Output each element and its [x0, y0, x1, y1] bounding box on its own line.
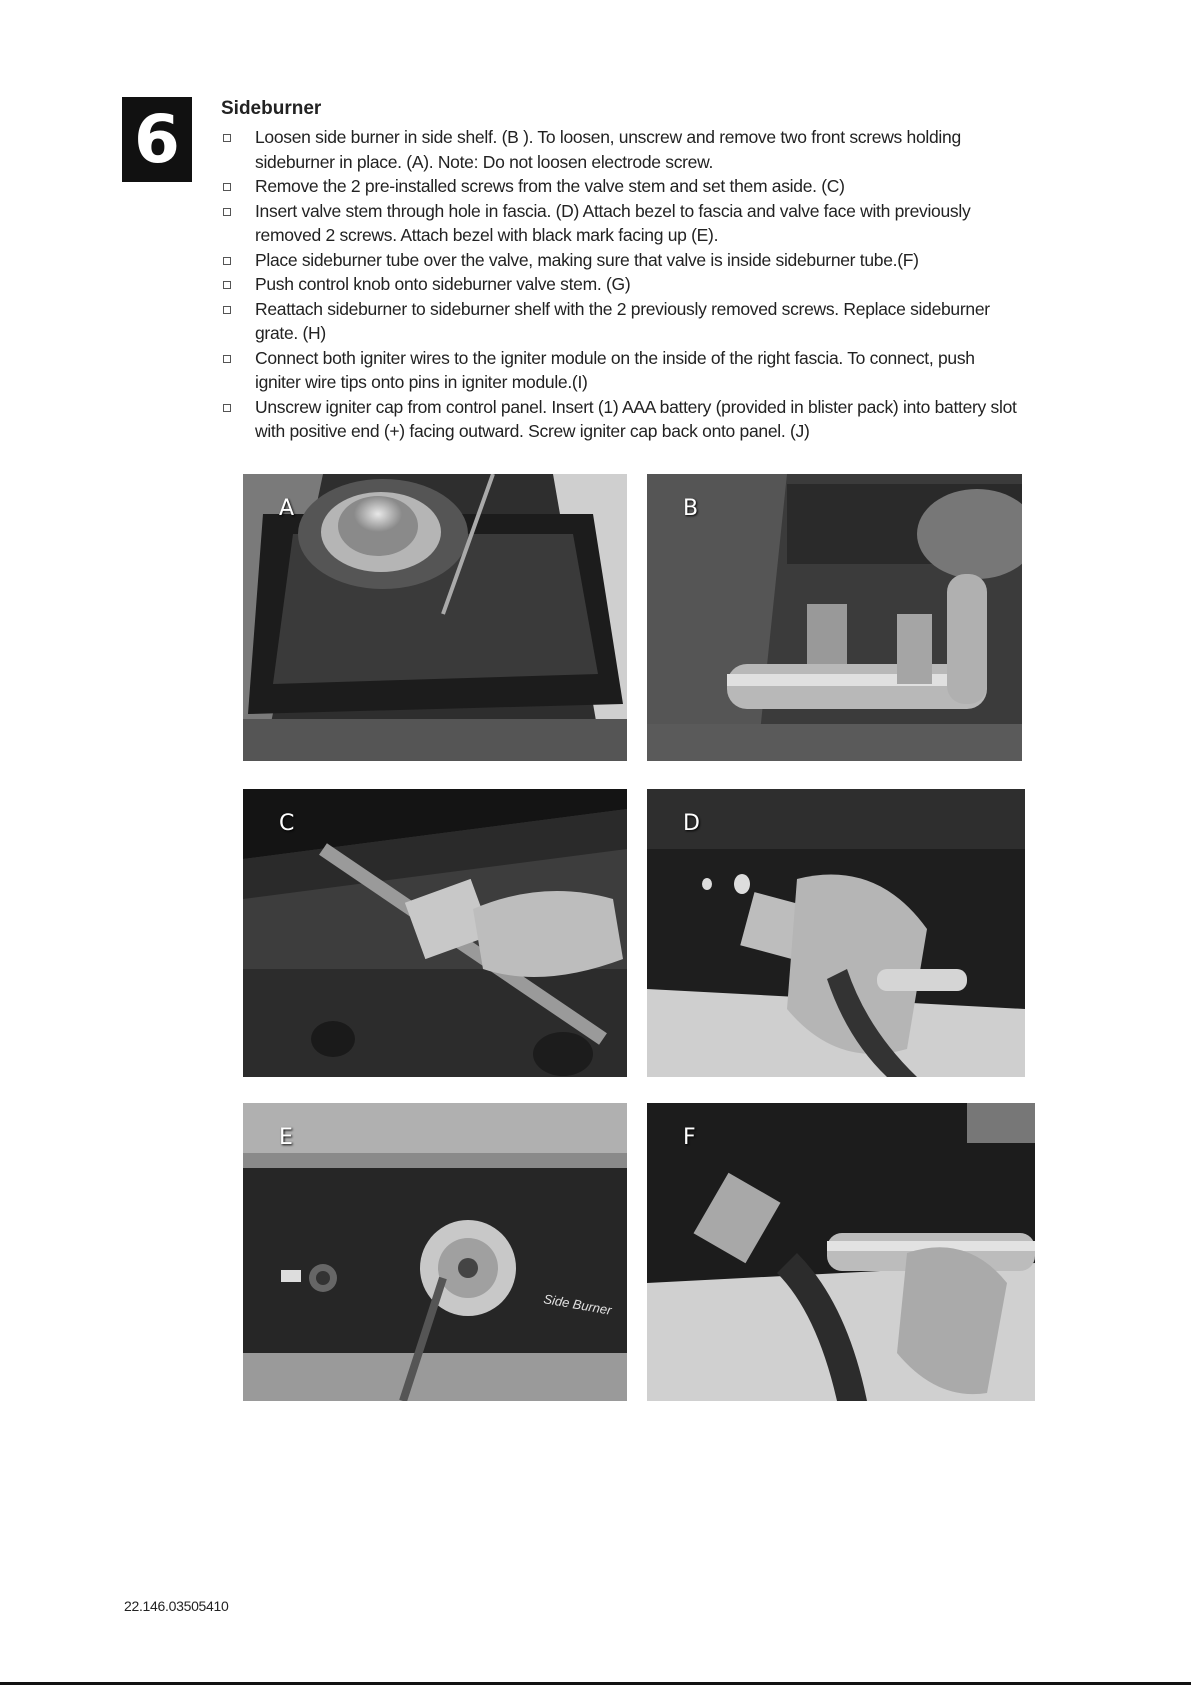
- document-code: 22.146.03505410: [124, 1598, 229, 1614]
- instruction-item: [220, 199, 1020, 248]
- checkbox-bullet-icon: [223, 183, 231, 191]
- photo-label: B: [683, 496, 699, 521]
- burner-top-image: [243, 474, 627, 761]
- instruction-text: Reattach sideburner to sideburner shelf with the 2 previously removed screws. Replace sideburner grate. (H): [255, 298, 990, 343]
- instruction-item: [220, 297, 1020, 346]
- checkbox-bullet-icon: [223, 208, 231, 216]
- instruction-text: Unscrew igniter cap from control panel. Insert (1) AAA battery (provided in blister pack) into battery slot with positive end (+) facing outward. Screw igniter cap back onto panel. (J): [255, 396, 1017, 441]
- instruction-item: [220, 125, 1020, 174]
- instruction-text: Push control knob onto sideburner valve stem. (G): [255, 274, 631, 294]
- instruction-item: [220, 346, 1020, 395]
- checkbox-bullet-icon: [223, 281, 231, 289]
- photo-d: [647, 789, 1025, 1077]
- panel-label-text: Side Burner: [542, 1291, 613, 1318]
- valve-insert-image: [647, 789, 1025, 1077]
- instruction-text: Loosen side burner in side shelf. (B ). To loosen, unscrew and remove two front screws holding sideburner in place. (A). Note: Do not loosen electrode screw.: [255, 127, 961, 172]
- photo-label: F: [683, 1125, 696, 1150]
- instruction-item: [220, 395, 1020, 444]
- photo-b: [647, 474, 1022, 761]
- instruction-item: [220, 248, 1020, 273]
- photo-label: D: [683, 811, 700, 836]
- checkbox-bullet-icon: [223, 257, 231, 265]
- checkbox-bullet-icon: [223, 404, 231, 412]
- checkbox-bullet-icon: [223, 306, 231, 314]
- photo-e: [243, 1103, 627, 1401]
- photo-c: [243, 789, 627, 1077]
- instruction-text: Connect both igniter wires to the igniter module on the inside of the right fascia. To connect, push igniter wire tips onto pins in igniter module.(I): [255, 347, 975, 392]
- instruction-text: Place sideburner tube over the valve, making sure that valve is inside sideburner tube.(F): [255, 249, 919, 270]
- step-number-badge: 6: [122, 97, 192, 182]
- instruction-list: [220, 125, 1020, 444]
- instruction-text: Remove the 2 pre-installed screws from the valve stem and set them aside. (C): [255, 176, 845, 196]
- photo-label: E: [279, 1125, 293, 1150]
- photo-label: C: [279, 811, 295, 836]
- bezel-image: [243, 1103, 627, 1401]
- photo-label: A: [279, 496, 295, 521]
- instruction-item: [220, 272, 1020, 297]
- photo-f: [647, 1103, 1035, 1401]
- checkbox-bullet-icon: [223, 134, 231, 142]
- section-title: Sideburner: [221, 98, 322, 119]
- photo-a: [243, 474, 627, 761]
- checkbox-bullet-icon: [223, 355, 231, 363]
- instruction-text: Insert valve stem through hole in fascia. (D) Attach bezel to fascia and valve face with previously removed 2 screws. Attach bezel with black mark facing up (E).: [255, 200, 971, 245]
- burner-tube-image: [647, 474, 1022, 761]
- sideburner-tube-image: [647, 1103, 1035, 1401]
- instruction-item: [220, 174, 1020, 199]
- valve-screws-image: [243, 789, 627, 1077]
